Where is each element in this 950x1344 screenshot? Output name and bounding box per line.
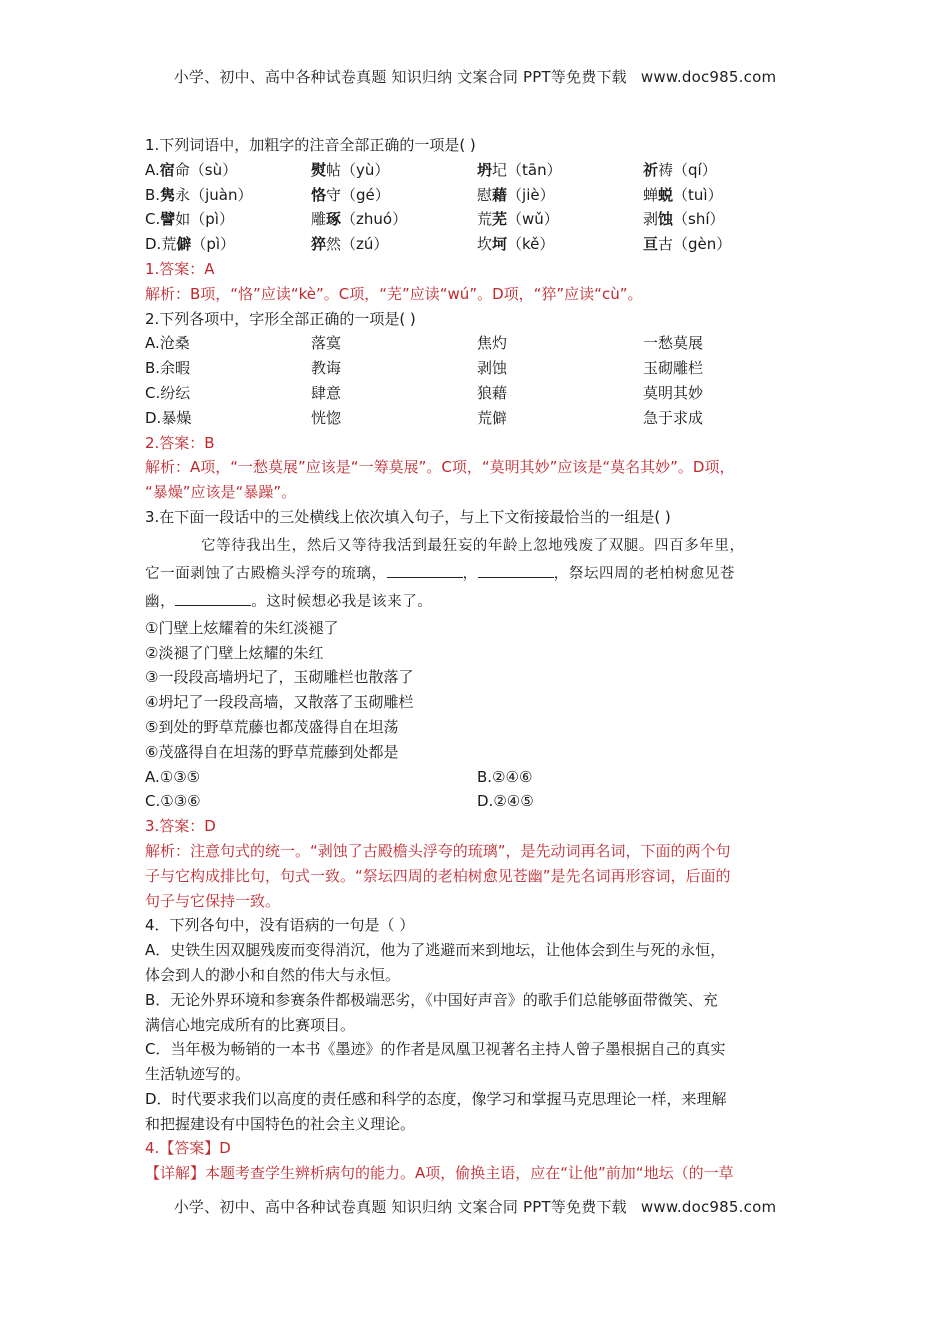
q1-option-cell	[311, 207, 477, 232]
q1-row	[145, 207, 810, 232]
q2-option-cell: 一愁莫展	[643, 334, 704, 353]
bold-char: 熨	[311, 160, 327, 179]
q3-choice-b: B.②④⑥	[477, 767, 533, 786]
q3-sentence-option: ①门壁上炫耀着的朱红淡褪了	[145, 618, 339, 637]
q2-option-cell: C.纷纭	[145, 383, 191, 402]
q1-option-cell	[643, 183, 810, 208]
q3-stem: 3.在下面一段话中的三处横线上依次填入句子，与上下文衔接最恰当的一组是( )	[145, 507, 671, 526]
bold-char: 亘	[643, 235, 659, 254]
q3-sentence-option: ②淡褪了门壁上炫耀的朱红	[145, 643, 324, 662]
q4-answer: 4.【答案】D	[145, 1139, 231, 1158]
bold-char: 坷	[492, 235, 508, 254]
bold-char: 琢	[326, 210, 342, 229]
option-text: （jiè）	[507, 185, 555, 204]
q2-option-cell: 荒僻	[477, 408, 508, 427]
option-text: 命（sù）	[174, 160, 238, 179]
q2-row	[145, 331, 810, 356]
q2-option-cell: 落寞	[311, 334, 342, 353]
q2-row	[145, 356, 810, 381]
page-header	[0, 66, 950, 87]
q1-option-cell	[643, 232, 810, 257]
option-text: 雕	[311, 210, 327, 229]
passage-line-3b: 。这时候想必我是该来了。	[251, 593, 433, 610]
q1-option-cell	[477, 183, 643, 208]
q4-detail: 【详解】本题考查学生辨析病句的能力。A项，偷换主语，应在“让他”前加“地坛（的一草	[145, 1164, 734, 1183]
q1-option-cell	[145, 183, 311, 208]
q2-option-cell: B.余暇	[145, 359, 191, 378]
q1-answer: 1.答案：A	[145, 259, 215, 278]
q2-stem: 2.下列各项中，字形全部正确的一项是( )	[145, 309, 416, 328]
q4-option-d-1: D．时代要求我们以高度的责任感和科学的态度，像学习和掌握马克思理论一样，来理解	[145, 1089, 727, 1108]
page-footer	[0, 1196, 950, 1217]
q2-option-cell: 肆意	[311, 383, 342, 402]
option-text: 古（gèn）	[658, 235, 732, 254]
q2-answer: 2.答案：B	[145, 433, 215, 452]
blank-2	[478, 563, 554, 578]
bold-char: 猝	[311, 235, 327, 254]
bold-char: 坍	[477, 160, 493, 179]
q3-sentence-options	[145, 616, 810, 765]
bold-char: 恪	[311, 185, 327, 204]
q2-row	[145, 381, 810, 406]
bold-char: 隽	[160, 185, 176, 204]
passage-line-2c: ，祭坛四周的老柏树愈见苍	[553, 565, 735, 582]
header-text: 小学、初中、高中各种试卷真题 知识归纳 文案合同 PPT等免费下载	[173, 68, 627, 86]
q2-analysis-2: “暴燥”应该是“暴躁”。	[145, 483, 297, 502]
q1-option-cell	[311, 158, 477, 183]
q3-sentence-option: ③一段段高墙坍圮了，玉砌雕栏也散落了	[145, 668, 414, 687]
q3-analysis-2: 子与它构成排比句，句式一致。“祭坛四周的老柏树愈见苍幽”是先名词再形容词，后面的	[145, 866, 731, 885]
option-text: （wǔ）	[507, 210, 559, 229]
q1-options	[145, 158, 810, 257]
q1-option-cell	[311, 183, 477, 208]
option-text: （tuì）	[673, 185, 723, 204]
footer-site: www.doc985.com	[640, 1198, 777, 1216]
option-text: A.	[145, 160, 160, 179]
option-text: 慰	[477, 185, 493, 204]
q2-option-cell: 恍惚	[311, 408, 342, 427]
q2-option-cell: 急于求成	[643, 408, 704, 427]
option-text: 祷（qí）	[658, 160, 717, 179]
q4-option-c-1: C．当年极为畅销的一本书《墨迹》的作者是凤凰卫视著名主持人曾子墨根据自己的真实	[145, 1040, 726, 1059]
option-text: 守（gé）	[326, 185, 390, 204]
option-text: （kě）	[507, 235, 555, 254]
passage-comma: ，	[462, 565, 478, 582]
option-text: 永（juàn）	[175, 185, 253, 204]
q1-option-cell	[145, 232, 311, 257]
option-text: 荒	[477, 210, 493, 229]
q1-stem: 1.下列词语中，加粗字的注音全部正确的一项是( )	[145, 136, 476, 154]
q3-sentence-option: ⑥茂盛得自在坦荡的野草荒藤到处都是	[145, 742, 399, 761]
q2-options	[145, 331, 810, 430]
q3-choices-row-1	[145, 765, 810, 790]
bold-char: 宿	[159, 160, 175, 179]
bold-char: 藉	[492, 185, 508, 204]
q3-choice-d: D.②④⑤	[477, 792, 534, 811]
option-text: 然（zú）	[326, 235, 389, 254]
q3-answer: 3.答案：D	[145, 817, 216, 836]
footer-text: 小学、初中、高中各种试卷真题 知识归纳 文案合同 PPT等免费下载	[173, 1198, 627, 1216]
q2-option-cell: 剥蚀	[477, 359, 508, 378]
option-text: （pì）	[191, 235, 236, 254]
q1-analysis: 解析：B项，“恪”应读“kè”。C项，“芜”应读“wú”。D项，“猝”应读“cù”。	[145, 284, 643, 303]
q1-option-cell	[477, 207, 643, 232]
q4-option-a-1: A．史铁生因双腿残废而变得消沉，他为了逃避而来到地坛，让他体会到生与死的永恒，	[145, 941, 726, 960]
q3-sentence-option: ⑤到处的野草荒藤也都茂盛得自在坦荡	[145, 717, 399, 736]
q1-option-cell	[643, 158, 810, 183]
passage-line-1: 它等待我出生，然后又等待我活到最狂妄的年龄上忽地残废了双腿。四百多年里，	[201, 537, 745, 554]
q4-option-b-1: B．无论外界环境和参赛条件都极端恶劣，《中国好声音》的歌手们总能够面带微笑、充	[145, 990, 718, 1009]
passage-line-3a: 幽，	[145, 593, 176, 610]
option-text: 坎	[477, 235, 493, 254]
option-text: C.	[145, 210, 161, 229]
q1-row	[145, 158, 810, 183]
q2-option-cell: 玉砌雕栏	[643, 359, 704, 378]
q2-option-cell: 莫明其妙	[643, 383, 704, 402]
q4-option-a-2: 体会到人的渺小和自然的伟大与永恒。	[145, 965, 401, 984]
q3-choice-c: C.①③⑥	[145, 792, 201, 811]
bold-char: 芜	[492, 210, 508, 229]
q4-stem: 4．下列各句中，没有语病的一句是（ ）	[145, 916, 415, 935]
q1-row	[145, 183, 810, 208]
option-text: B.	[145, 185, 161, 204]
option-text: 如（pì）	[175, 210, 234, 229]
q3-passage	[145, 532, 810, 616]
q4-option-b-2: 满信心地完成所有的比赛项目。	[145, 1015, 356, 1034]
bold-char: 蜕	[658, 185, 674, 204]
option-text: （shí）	[673, 210, 725, 229]
q3-choice-a: A.①③⑤	[145, 767, 201, 786]
passage-line-2a: 它一面剥蚀了古殿檐头浮夸的琉璃，	[145, 565, 387, 582]
option-text: 圮（tān）	[492, 160, 562, 179]
q1-row	[145, 232, 810, 257]
q1-option-cell	[311, 232, 477, 257]
q2-option-cell: 焦灼	[477, 334, 508, 353]
q2-option-cell: 狼藉	[477, 383, 508, 402]
option-text: （zhuó）	[341, 210, 408, 229]
q3-sentence-option: ④坍圮了一段段高墙，又散落了玉砌雕栏	[145, 693, 414, 712]
q4-option-c-2: 生活轨迹写的。	[145, 1065, 251, 1084]
q3-analysis-1: 解析：注意句式的统一。“剥蚀了古殿檐头浮夸的琉璃”，是先动词再名词，下面的两个句	[145, 841, 731, 860]
header-site: www.doc985.com	[640, 68, 777, 86]
option-text: 蝉	[643, 185, 659, 204]
q2-analysis-1: 解析：A项，“一愁莫展”应该是“一筹莫展”。C项，“莫明其妙”应该是“莫名其妙”。D项，	[145, 458, 735, 477]
option-text: 帖（yù）	[326, 160, 390, 179]
q1-option-cell	[145, 158, 311, 183]
document-body	[145, 133, 810, 1186]
q1-option-cell	[145, 207, 311, 232]
option-text: D.荒	[145, 235, 177, 254]
q1-option-cell	[477, 232, 643, 257]
q3-choices-row-2	[145, 789, 810, 814]
q2-option-cell: D.暴燥	[145, 408, 192, 427]
q2-row	[145, 406, 810, 431]
blank-3	[175, 591, 251, 606]
bold-char: 僻	[176, 235, 192, 254]
q2-option-cell: 教诲	[311, 359, 342, 378]
bold-char: 譬	[160, 210, 176, 229]
bold-char: 蚀	[658, 210, 674, 229]
q3-analysis-3: 句子与它保持一致。	[145, 891, 281, 910]
option-text: 剥	[643, 210, 659, 229]
q1-option-cell	[477, 158, 643, 183]
q2-option-cell: A.沧桑	[145, 334, 190, 353]
blank-1	[387, 563, 463, 578]
q4-option-d-2: 和把握建设有中国特色的社会主义理论。	[145, 1114, 416, 1133]
bold-char: 祈	[643, 160, 659, 179]
q1-option-cell	[643, 207, 810, 232]
